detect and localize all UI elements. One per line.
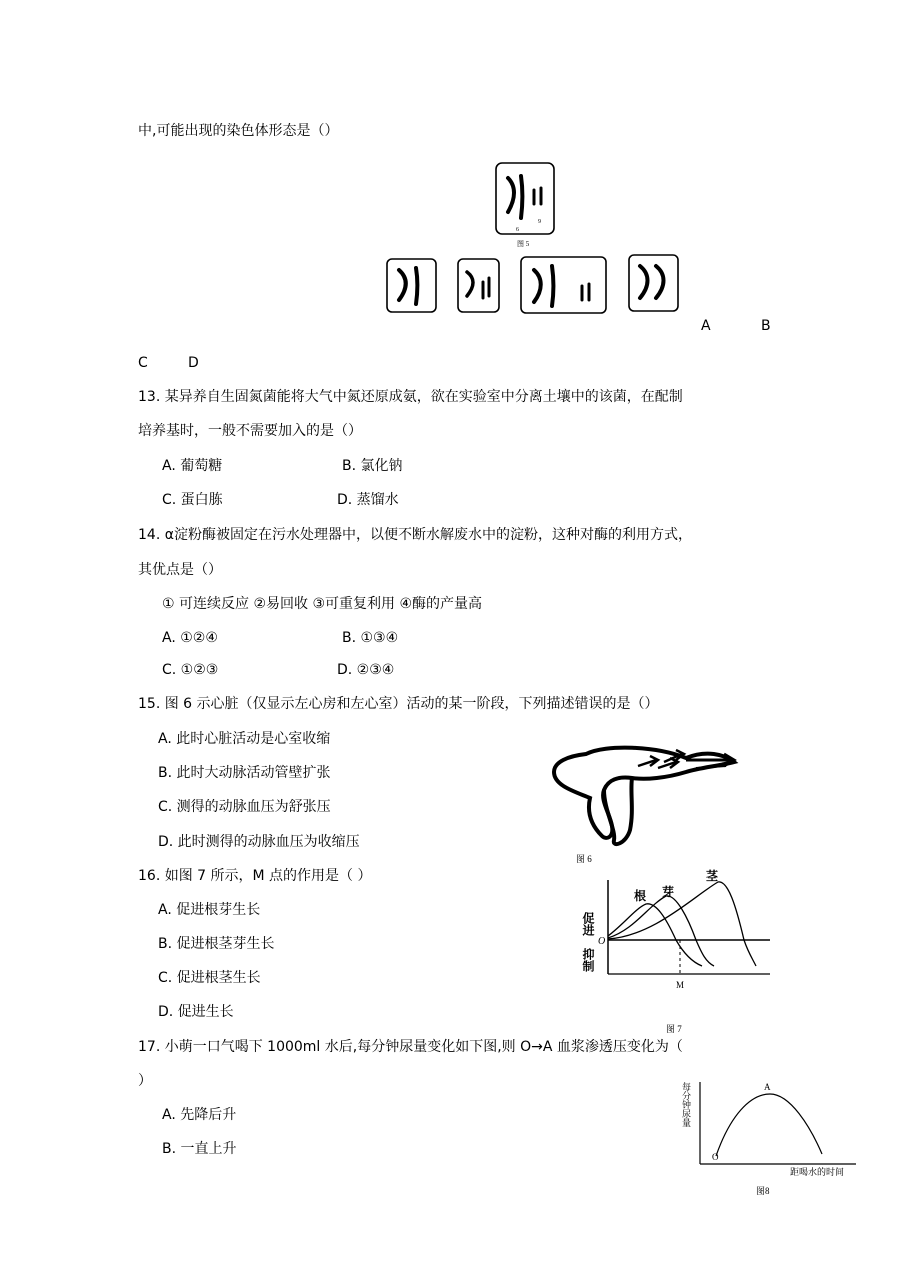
option-c-chromosomes (520, 256, 608, 316)
fig7-label-origin: O (598, 936, 606, 947)
fig7-label-stem: 茎 (706, 869, 719, 883)
q13-option-d: D. 蒸馏水 (337, 492, 399, 508)
fig5-label-left: 6 (516, 227, 519, 233)
q16-option-a: A. 促进根芽生长 (158, 902, 261, 918)
figure-8-urine-chart (680, 1076, 860, 1200)
option-d-chromosomes (628, 254, 680, 314)
fig7-caption: 图 7 (666, 1024, 682, 1034)
fig7-label-inhibit: 抑制 (581, 948, 595, 972)
fig7-label-promote: 促进 (581, 912, 595, 936)
q15-option-b: B. 此时大动脉活动管壁扩张 (158, 765, 331, 781)
fig8-ylabel: 每分钟尿量 (681, 1082, 691, 1127)
fig8-xlabel: 距喝水的时间 (790, 1167, 845, 1177)
fig6-caption: 图 6 (576, 854, 592, 864)
fig7-label-root: 根 (634, 889, 647, 903)
fig7-label-m: M (676, 980, 685, 990)
q16-option-c: C. 促进根茎生长 (158, 970, 261, 986)
q14-option-c: C. ①②③ (162, 662, 219, 678)
q17-option-b: B. 一直上升 (162, 1141, 237, 1157)
q14-option-b: B. ①③④ (342, 630, 399, 646)
figure-7-auxin-curves (581, 866, 776, 1038)
q14-option-a: A. ①②④ (162, 630, 218, 646)
q14-items: ① 可连续反应 ②易回收 ③可重复利用 ④酶的产量高 (162, 596, 483, 612)
figure-5 (494, 162, 558, 248)
q15-option-d: D. 此时测得的动脉血压为收缩压 (158, 834, 360, 850)
q12-label-c: C (138, 355, 148, 371)
q15-stem: 15. 图 6 示心脏（仅显示左心房和左心室）活动的某一阶段，下列描述错误的是（） (138, 696, 659, 712)
q17-option-a: A. 先降后升 (162, 1107, 237, 1123)
fig8-caption: 图8 (756, 1186, 770, 1196)
q13-option-c: C. 蛋白胨 (162, 492, 223, 508)
q12-stem-tail: 中,可能出现的染色体形态是（） (138, 123, 339, 139)
q13-option-a: A. 葡萄糖 (162, 458, 223, 474)
q17-stem-line1: 17. 小萌一口气喝下 1000ml 水后,每分钟尿量变化如下图,则 O→A 血浆渗透压变化为（ (138, 1039, 683, 1055)
fig5-label-right: 9 (538, 219, 541, 225)
q16-option-b: B. 促进根茎芽生长 (158, 936, 275, 952)
q12-label-a: A (701, 318, 711, 334)
q12-label-d: D (188, 355, 199, 371)
q15-option-a: A. 此时心脏活动是心室收缩 (158, 731, 331, 747)
option-b-chromosomes (457, 258, 501, 314)
q13-stem-line1: 13. 某异养自生固氮菌能将大气中氮还原成氨，欲在实验室中分离土壤中的该菌，在配制 (138, 389, 683, 405)
fig8-label-a: A (764, 1082, 771, 1092)
fig8-label-o: O (712, 1152, 719, 1162)
option-a-chromosomes (386, 258, 438, 314)
q17-stem-line2: ） (138, 1073, 152, 1089)
figure-6-heart (546, 740, 742, 866)
fig5-caption: 图 5 (517, 240, 530, 248)
q14-stem-line1: 14. α淀粉酶被固定在污水处理器中，以便不断水解废水中的淀粉，这种对酶的利用方式， (138, 527, 692, 543)
q16-stem: 16. 如图 7 所示，M 点的作用是（ ） (138, 868, 372, 884)
q16-option-d: D. 促进生长 (158, 1004, 234, 1020)
q14-stem-line2: 其优点是（） (138, 562, 222, 578)
q13-stem-line2: 培养基时，一般不需要加入的是（） (138, 423, 362, 439)
q13-option-b: B. 氯化钠 (342, 458, 403, 474)
q15-option-c: C. 测得的动脉血压为舒张压 (158, 799, 331, 815)
fig7-label-bud: 芽 (662, 885, 675, 899)
q14-option-d: D. ②③④ (337, 662, 395, 678)
q12-label-b: B (761, 318, 771, 334)
